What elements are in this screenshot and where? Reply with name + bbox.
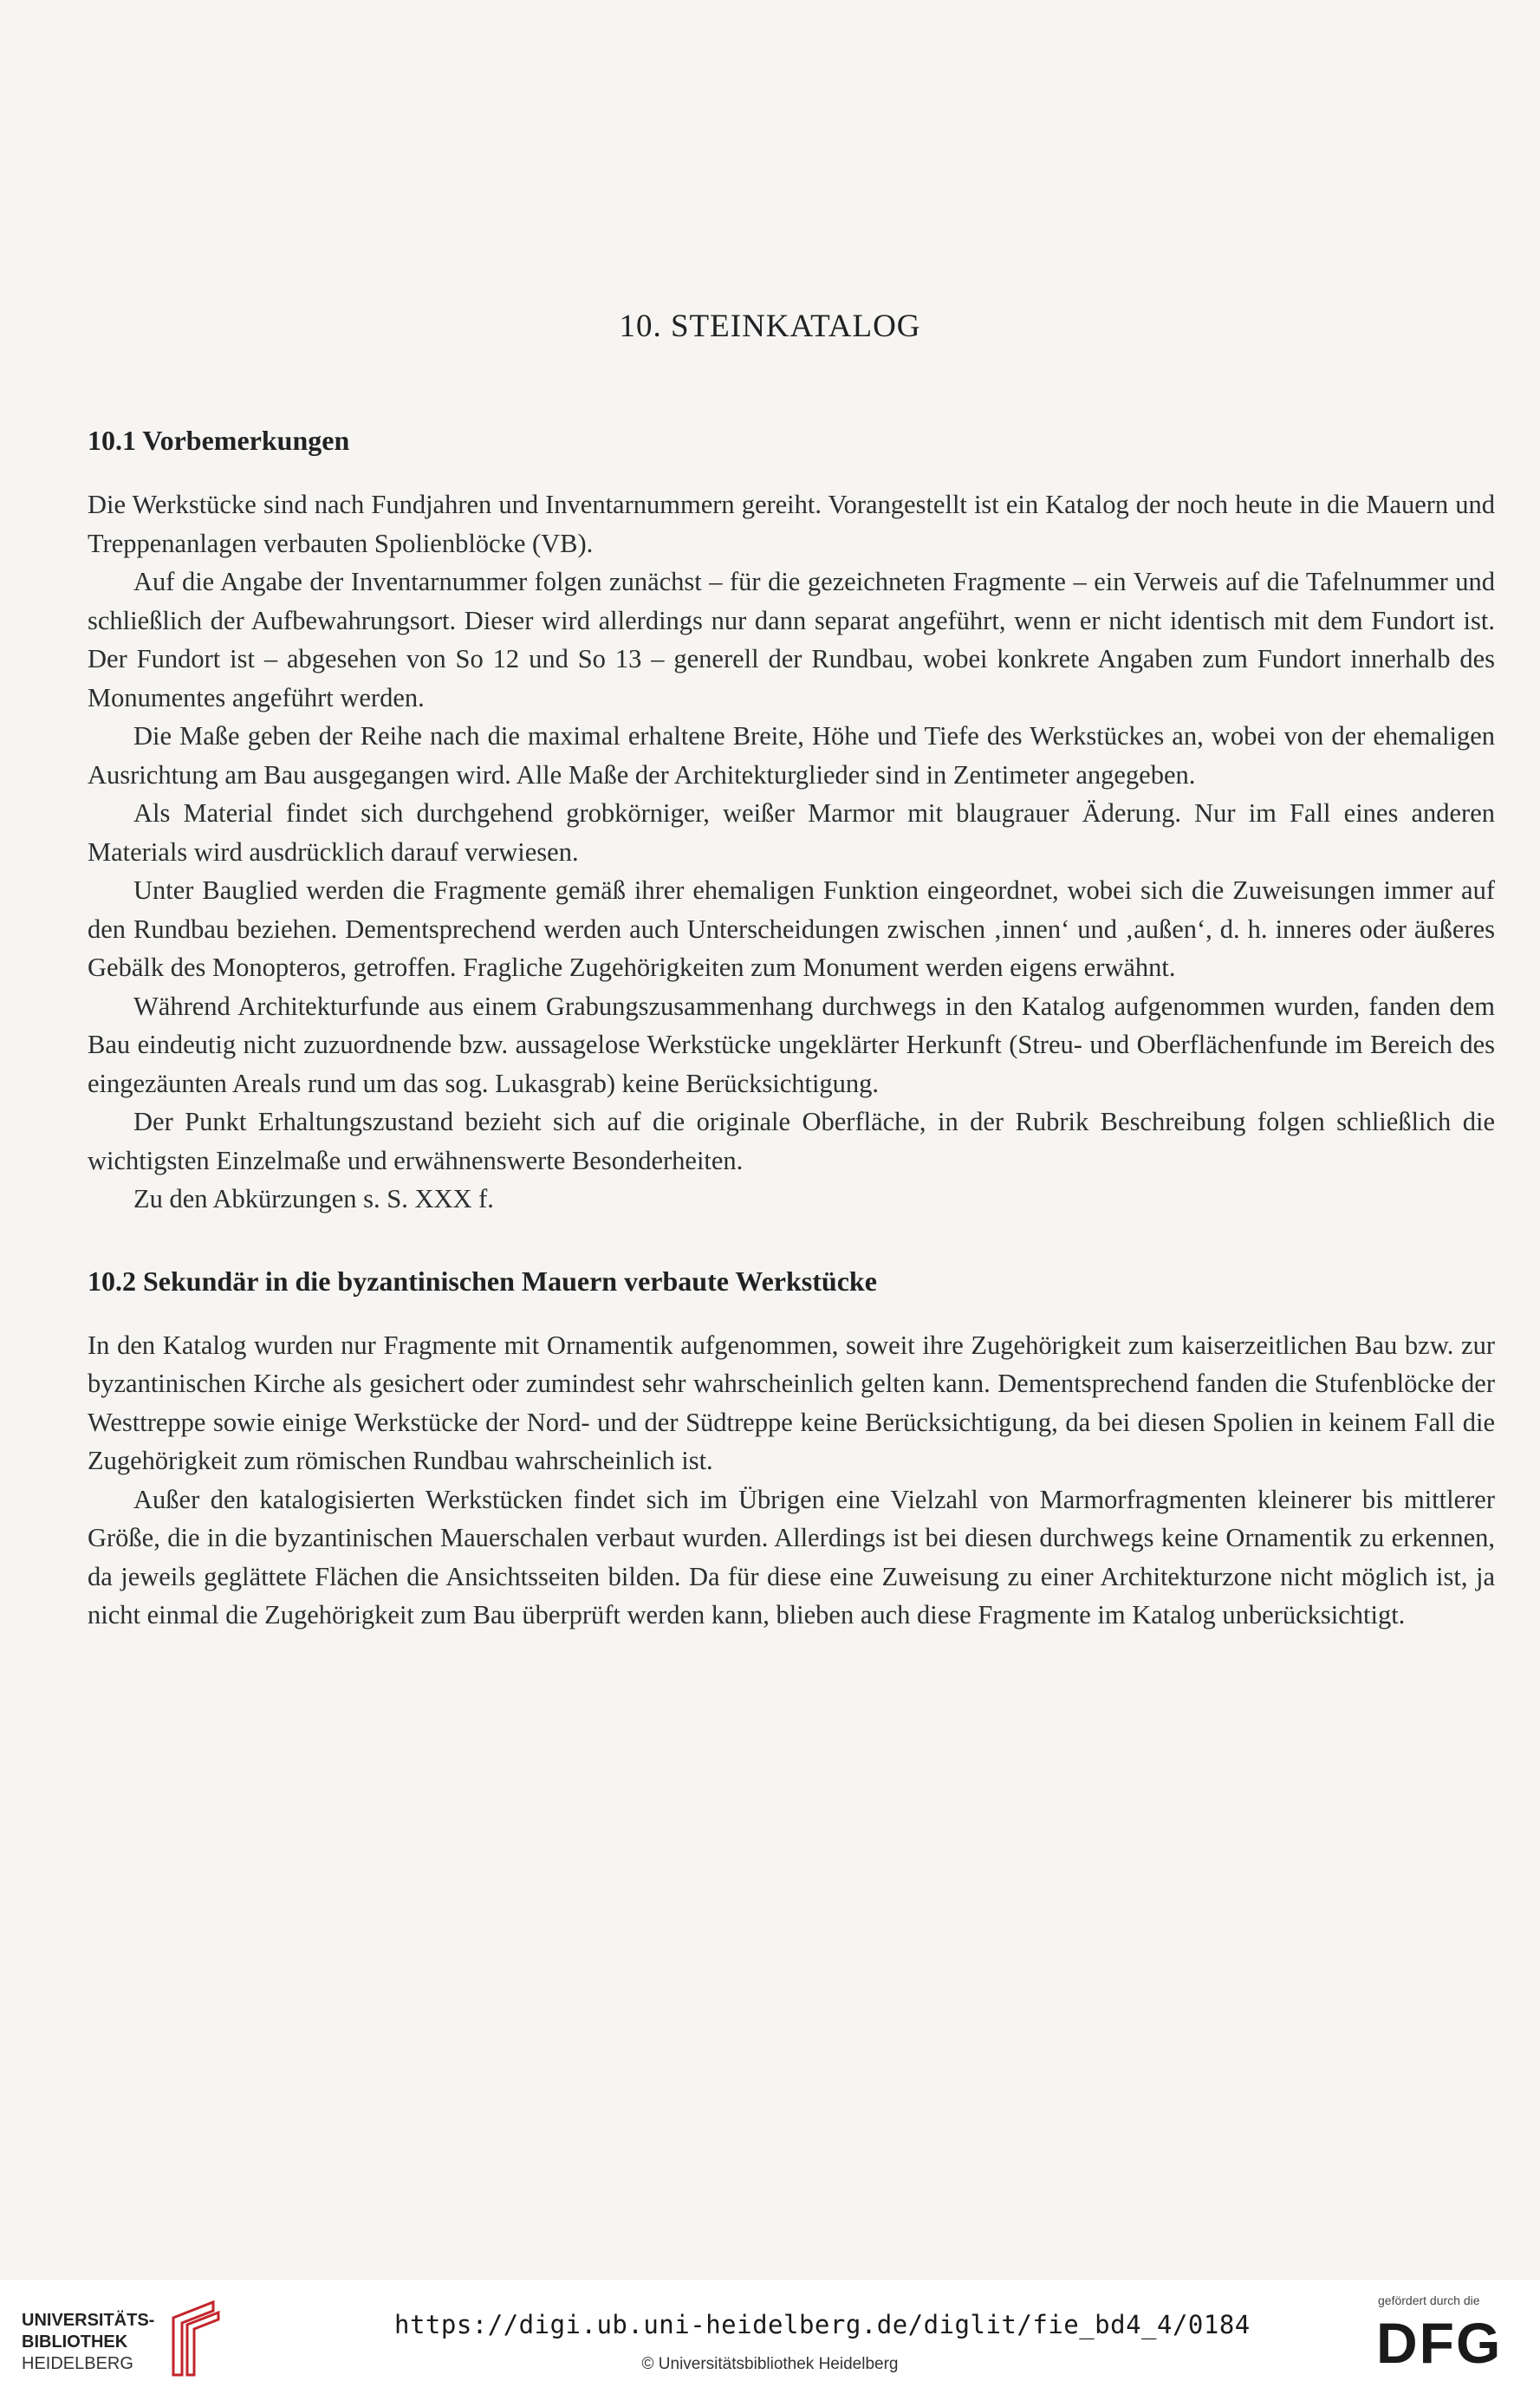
- paragraph: Während Architekturfunde aus einem Grabungszusammenhang durchwegs in den Katalog aufgenommen wurden, fanden dem Bau eindeutig nicht zuzuordnende bzw. aussagelose Werkstücke ungeklärter Herkunft (Streu- und Oberflächenfunde im Bereich des eingezäunten Areals rund um das sog. Lukasgrab) keine Berücksichtigung.: [88, 991, 1495, 1098]
- paragraph: Als Material findet sich durchgehend grobkörniger, weißer Marmor mit blaugrauer Äderung. Nur im Fall eines anderen Materials wird ausdrücklich darauf verwiesen.: [88, 798, 1495, 867]
- paragraph: Die Werkstücke sind nach Fundjahren und Inventarnummern gereiht. Vorangestellt ist ein Katalog der noch heute in die Mauern und Treppenanlagen verbauten Spolienblöcke (VB).: [88, 490, 1495, 558]
- paragraph: Auf die Angabe der Inventarnummer folgen zunächst – für die gezeichneten Fragmente – ein Verweis auf die Tafelnummer und schließlich der Aufbewahrungsort. Dieser wird allerdings nur dann separat angeführt, wenn er nicht identisch mit dem Fundort ist. Der Fundort ist – abgesehen von So 12 und So 13 – generell der Rundbau, wobei konkrete Angaben zum Fundort innerhalb des Monumentes angeführt werden.: [88, 567, 1495, 712]
- funding-note: gefördert durch die: [1378, 2293, 1480, 2307]
- dfg-logo[interactable]: DFG: [1376, 2311, 1503, 2375]
- paragraph: Außer den katalogisierten Werkstücken findet sich im Übrigen eine Vielzahl von Marmorfragmenten kleinerer bis mittlerer Größe, die in die byzantinischen Mauerschalen verbaut wurden. Allerdings ist bei diesen durchwegs keine Ornamentik zu erkennen, da jeweils geglättete Flächen die Ansichtsseiten bilden. Da für diese eine Zuweisung zu einer Architekturzone nicht möglich ist, ja nicht einmal die Zugehörigkeit zum Bau überprüft werden kann, blieben auch diese Fragmente im Katalog unberücksichtigt.: [88, 1484, 1495, 1630]
- paragraph: In den Katalog wurden nur Fragmente mit Ornamentik aufgenommen, soweit ihre Zugehörigkeit zum kaiserzeitlichen Bau bzw. zur byzantinischen Kirche als gesichert oder zumindest sehr wahrscheinlich gelten kann. Dementsprechend fanden die Stufenblöcke der Westtreppe sowie einige Werkstücke der Nord- und der Südtreppe keine Berücksichtigung, da bei diesen Spolien in keinem Fall die Zugehörigkeit zum römischen Rundbau wahrscheinlich ist.: [88, 1330, 1495, 1475]
- library-name-line3: HEIDELBERG: [22, 2354, 133, 2373]
- copyright-notice: © Universitätsbibliothek Heidelberg: [641, 2355, 899, 2373]
- section-heading-vorbemerkungen: 10.1 Vorbemerkungen: [88, 425, 350, 456]
- chapter-title: 10. STEINKATALOG: [619, 309, 921, 344]
- document-body: [88, 421, 1495, 1635]
- library-name-line2: BIBLIOTHEK: [22, 2332, 128, 2352]
- library-name-line1: UNIVERSITÄTS-: [22, 2311, 155, 2330]
- paragraph: Unter Bauglied werden die Fragmente gemäß ihrer ehemaligen Funktion eingeordnet, wobei sich die Zuweisungen immer auf den Rundbau beziehen. Dementsprechend werden auch Unterscheidungen zwischen ‚innen‘ und ‚außen‘, d. h. inneres oder äußeres Gebälk des Monopteros, getroffen. Fragliche Zugehörigkeiten zum Monument werden eigens erwähnt.: [88, 875, 1495, 982]
- paragraph: Der Punkt Erhaltungszustand bezieht sich auf die originale Oberfläche, in der Rubrik Beschreibung folgen schließlich die wichtigsten Einzelmaße und erwähnenswerte Besonderheiten.: [88, 1107, 1495, 1175]
- section-heading-sekundaer: 10.2 Sekundär in die byzantinischen Mauern verbaute Werkstücke: [88, 1265, 877, 1297]
- paragraph: Zu den Abkürzungen s. S. XXX f.: [133, 1184, 494, 1213]
- paragraph: Die Maße geben der Reihe nach die maximal erhaltene Breite, Höhe und Tiefe des Werkstückes an, wobei von der ehemaligen Ausrichtung am Bau ausgegangen wird. Alle Maße der Architekturglieder sind in Zentimeter angegeben.: [88, 721, 1495, 790]
- permalink-url[interactable]: https://digi.ub.uni-heidelberg.de/diglit/fie_bd4_4/0184: [394, 2310, 1251, 2339]
